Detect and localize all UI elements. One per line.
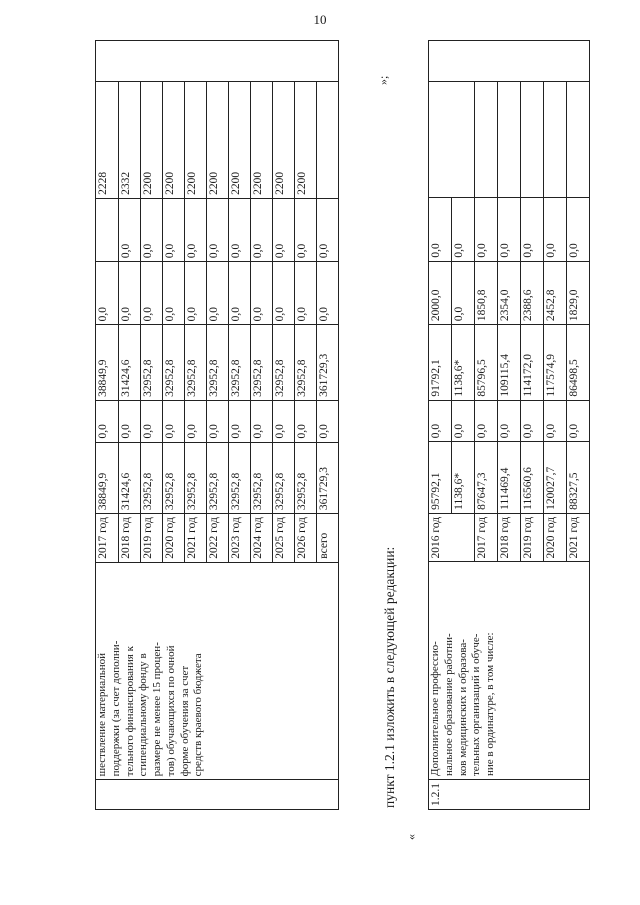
value-cell: 32952,8 xyxy=(185,442,207,514)
value-cell: 0,0 xyxy=(207,198,229,261)
value-cell xyxy=(317,82,339,198)
description-line: Дополнительное профессио- xyxy=(429,641,441,776)
value-cell: 32952,8 xyxy=(251,442,273,514)
value-cell: 0,0 xyxy=(273,198,295,261)
value-cell: 32952,8 xyxy=(273,442,295,514)
year-cell: 2019 год xyxy=(141,514,163,563)
value-cell: 116560,6 xyxy=(521,442,544,514)
value-cell: 32952,8 xyxy=(141,442,163,514)
value-cell: 0,0 xyxy=(429,198,452,261)
value-cell: 31424,6 xyxy=(119,325,141,401)
value-cell: 111469,4 xyxy=(498,442,521,514)
value-cell: 32952,8 xyxy=(229,442,251,514)
value-cell: 0,0 xyxy=(185,198,207,261)
empty-cell xyxy=(521,82,544,198)
value-cell: 0,0 xyxy=(141,262,163,325)
value-cell: 2200 xyxy=(295,82,317,198)
value-cell: 0,0 xyxy=(429,400,452,442)
value-cell: 361729,3 xyxy=(317,442,339,514)
value-cell: 0,0 xyxy=(521,400,544,442)
value-cell: 0,0 xyxy=(119,198,141,261)
value-cell: 0,0 xyxy=(567,400,590,442)
year-cell: 2025 год xyxy=(273,514,295,563)
value-cell: 32952,8 xyxy=(273,325,295,401)
value-cell: 0,0 xyxy=(521,198,544,261)
value-cell: 32952,8 xyxy=(295,325,317,401)
value-cell: 2000,0 xyxy=(429,261,452,325)
value-cell: 2228 xyxy=(96,82,119,198)
value-cell: 32952,8 xyxy=(295,442,317,514)
value-cell: 85796,5 xyxy=(475,325,498,401)
value-cell: 0,0 xyxy=(475,198,498,261)
value-cell: 2200 xyxy=(251,82,273,198)
description-line: нальное образование работни- xyxy=(442,633,455,776)
description-line: тельного финансирования к xyxy=(123,646,136,777)
value-cell: 0,0 xyxy=(295,262,317,325)
rotated-sheet xyxy=(0,20,640,900)
value-cell: 0,0 xyxy=(452,261,475,325)
description-line: ние в ординатуре, в том числе: xyxy=(484,632,496,776)
value-cell: 0,0 xyxy=(498,400,521,442)
bottom-table xyxy=(428,40,590,810)
empty-cell xyxy=(567,82,590,198)
item-number-cell: 1.2.1 xyxy=(429,780,590,810)
value-cell: 1138,6* xyxy=(452,442,475,514)
year-cell: 2026 год xyxy=(295,514,317,563)
description-line: средств краевого бюджета xyxy=(192,653,205,777)
table-row xyxy=(429,41,452,810)
value-cell: 361729,3 xyxy=(317,325,339,401)
value-cell: 0,0 xyxy=(163,198,185,261)
description-line: шествление материальной xyxy=(96,652,108,777)
description-line: ков медицинских и образова- xyxy=(456,639,469,776)
empty-cell xyxy=(475,82,498,198)
value-cell: 2388,6 xyxy=(521,261,544,325)
value-cell: 0,0 xyxy=(317,400,339,442)
value-cell: 0,0 xyxy=(163,262,185,325)
empty-cell xyxy=(429,41,590,82)
value-cell: 2200 xyxy=(163,82,185,198)
value-cell: 0,0 xyxy=(251,198,273,261)
value-cell: 0,0 xyxy=(251,400,273,442)
value-cell: 0,0 xyxy=(452,400,475,442)
value-cell: 2332 xyxy=(119,82,141,198)
value-cell: 0,0 xyxy=(295,400,317,442)
value-cell: 0,0 xyxy=(229,262,251,325)
value-cell: 2200 xyxy=(185,82,207,198)
value-cell: 2200 xyxy=(207,82,229,198)
value-cell: 114172,0 xyxy=(521,325,544,401)
value-cell: 120027,7 xyxy=(544,442,567,514)
value-cell: 0,0 xyxy=(295,198,317,261)
value-cell: 0,0 xyxy=(141,400,163,442)
value-cell: 38849,9 xyxy=(96,325,119,401)
year-cell: 2019 год xyxy=(521,513,544,562)
description-line: поддержки (за счет дополни- xyxy=(109,640,122,777)
value-cell: 2200 xyxy=(273,82,295,198)
description-cell xyxy=(96,562,339,780)
value-cell: 0,0 xyxy=(273,400,295,442)
value-cell: 2354,0 xyxy=(498,261,521,325)
value-cell: 0,0 xyxy=(452,198,475,261)
value-cell: 1829,0 xyxy=(567,261,590,325)
value-cell: 1138,6* xyxy=(452,325,475,401)
description-line: форме обучения за счет xyxy=(178,665,191,777)
value-cell: 109115,4 xyxy=(498,325,521,401)
empty-cell xyxy=(429,82,475,198)
value-cell: 32952,8 xyxy=(141,325,163,401)
opening-quote: « xyxy=(404,834,418,840)
value-cell: 0,0 xyxy=(96,262,119,325)
description-line: тельных организаций и обуче- xyxy=(470,633,483,776)
year-cell: 2021 год xyxy=(567,513,590,562)
year-cell: 2016 год xyxy=(429,513,475,562)
value-cell: 0,0 xyxy=(141,198,163,261)
value-cell: 2200 xyxy=(141,82,163,198)
value-cell: 38849,9 xyxy=(96,442,119,514)
value-cell: 2200 xyxy=(229,82,251,198)
year-cell: 2017 год xyxy=(475,513,498,562)
value-cell: 0,0 xyxy=(185,262,207,325)
year-cell: 2022 год xyxy=(207,514,229,563)
year-cell: всего xyxy=(317,514,339,563)
value-cell: 0,0 xyxy=(207,262,229,325)
value-cell: 0,0 xyxy=(185,400,207,442)
value-cell: 32952,8 xyxy=(229,325,251,401)
empty-cell xyxy=(96,41,339,82)
value-cell: 117574,9 xyxy=(544,325,567,401)
value-cell: 0,0 xyxy=(317,262,339,325)
value-cell: 0,0 xyxy=(273,262,295,325)
value-cell: 88327,5 xyxy=(567,442,590,514)
value-cell: 1850,8 xyxy=(475,261,498,325)
description-line: тов) обучающихся по очной xyxy=(164,645,177,777)
empty-cell xyxy=(544,82,567,198)
value-cell: 0,0 xyxy=(544,400,567,442)
value-cell: 0,0 xyxy=(229,400,251,442)
value-cell: 0,0 xyxy=(163,400,185,442)
page-number: 10 xyxy=(313,12,327,27)
value-cell: 91792,1 xyxy=(429,325,452,401)
year-cell: 2017 год xyxy=(96,514,119,563)
amendment-intro-text: пункт 1.2.1 изложить в следующей редакции: xyxy=(382,546,397,808)
value-cell: 32952,8 xyxy=(163,442,185,514)
value-cell: 95792,1 xyxy=(429,442,452,514)
year-cell: 2020 год xyxy=(163,514,185,563)
value-cell: 32952,8 xyxy=(251,325,273,401)
value-cell: 32952,8 xyxy=(207,325,229,401)
empty-cell xyxy=(498,82,521,198)
value-cell: 0,0 xyxy=(544,198,567,261)
value-cell: 0,0 xyxy=(96,400,119,442)
value-cell: 0,0 xyxy=(317,198,339,261)
description-line: стипендиальному фонду в xyxy=(137,653,150,777)
value-cell: 0,0 xyxy=(119,262,141,325)
value-cell: 32952,8 xyxy=(207,442,229,514)
value-cell: 0,0 xyxy=(229,198,251,261)
year-cell: 2018 год xyxy=(119,514,141,563)
year-cell: 2024 год xyxy=(251,514,273,563)
item-number-cell xyxy=(96,780,339,810)
value-cell: 2452,8 xyxy=(544,261,567,325)
value-cell: 31424,6 xyxy=(119,442,141,514)
value-cell: 86498,5 xyxy=(567,325,590,401)
year-cell: 2018 год xyxy=(498,513,521,562)
value-cell: 0,0 xyxy=(498,198,521,261)
value-cell xyxy=(96,198,119,261)
value-cell: 0,0 xyxy=(567,198,590,261)
value-cell: 32952,8 xyxy=(163,325,185,401)
description-line: размере не менее 15 процен- xyxy=(151,642,163,777)
top-table xyxy=(95,40,339,810)
table-row xyxy=(96,41,119,810)
value-cell: 87647,3 xyxy=(475,442,498,514)
year-cell: 2020 год xyxy=(544,513,567,562)
value-cell: 0,0 xyxy=(207,400,229,442)
value-cell: 0,0 xyxy=(119,400,141,442)
value-cell: 0,0 xyxy=(251,262,273,325)
value-cell: 32952,8 xyxy=(185,325,207,401)
closing-quote: »; xyxy=(376,75,390,85)
year-cell: 2021 год xyxy=(185,514,207,563)
description-cell xyxy=(429,562,590,780)
value-cell: 0,0 xyxy=(475,400,498,442)
year-cell: 2023 год xyxy=(229,514,251,563)
